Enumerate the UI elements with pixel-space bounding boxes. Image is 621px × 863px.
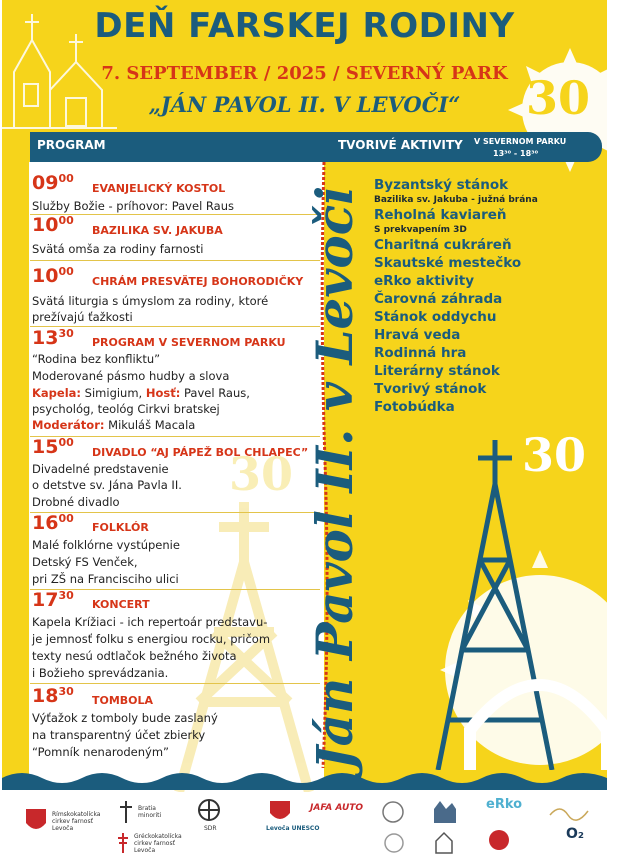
church-icon <box>432 831 456 855</box>
sponsor-name: O₂ <box>566 826 585 842</box>
sponsor-name: eRko <box>486 797 523 812</box>
anniversary-badge-top: 30 <box>526 71 591 125</box>
event-line: Svätá liturgia s úmyslom za rodiny, ktoré <box>32 294 269 308</box>
event-time: $13^{30}$ <box>32 327 74 349</box>
kapela-label: Kapela: <box>32 386 82 400</box>
sponsor-name: SDR <box>204 825 217 832</box>
sponsor-name: Levoča UNESCO <box>266 825 320 832</box>
event-title: EVANJELICKÝ KOSTOL <box>92 182 226 195</box>
coat-of-arms-icon <box>488 829 510 851</box>
event-line: Výťažok z tomboly bude zaslaný <box>32 711 218 725</box>
activity-item: Reholná kaviareň <box>374 207 507 223</box>
event-time: $15^{00}$ <box>32 436 74 458</box>
event-line: Služby Božie - príhovor: Pavel Raus <box>32 199 234 213</box>
levoca-crest-icon <box>268 799 292 823</box>
cross-tower-icon <box>380 440 607 770</box>
event-line: i Božieho sprevádzania. <box>32 666 169 680</box>
event-time: $18^{30}$ <box>32 685 74 707</box>
event-line: Detský FS Venček, <box>32 555 138 569</box>
activities-sublabel: V SEVERNOM PARKU <box>474 137 567 146</box>
sponsor-name: Gréckokatolícka cirkev farnosť Levoča <box>134 833 182 854</box>
activity-item: eRko aktivity <box>374 273 474 289</box>
activity-item: Literárny stánok <box>374 363 500 379</box>
event-line: je jemnosť folku s energiou rocku, pričom <box>32 632 271 646</box>
event-time: $09^{00}$ <box>32 172 74 194</box>
seal-icon <box>382 801 404 823</box>
event-line: texty nesú odtlačok bežného života <box>32 649 237 663</box>
sponsor-name: JAFA AUTO <box>310 803 364 813</box>
parish-crest-icon <box>24 807 48 835</box>
event-time: $17^{30}$ <box>32 589 74 611</box>
activity-item: Skautské mestečko <box>374 255 522 271</box>
anniversary-badge-bottom: 30 <box>522 428 587 482</box>
signature-icon <box>548 801 598 821</box>
event-line: Svätá omša za rodiny farnosti <box>32 242 204 256</box>
event-time: $10^{00}$ <box>32 214 74 236</box>
sponsor-strip <box>0 793 621 863</box>
bottom-wave-decoration <box>2 768 607 790</box>
activity-item: Čarovná záhrada <box>374 291 503 307</box>
sdr-emblem-icon <box>198 799 220 821</box>
greek-catholic-icon <box>116 833 130 853</box>
activity-item: Byzantský stánok <box>374 177 509 193</box>
event-line: Malé folklórne vystúpenie <box>32 538 180 552</box>
event-line: Moderované pásmo hudby a slova <box>32 369 230 383</box>
event-line: Divadelné predstavenie <box>32 462 169 476</box>
event-line: pri ZŠ na Francisciho ulici <box>32 572 179 586</box>
event-line: Kapela Krížiaci - ich repertoár predstavu- <box>32 615 268 629</box>
page-title: DEŇ FARSKEJ RODINY <box>94 6 515 46</box>
activities-time: 13³⁰ - 18³⁰ <box>493 149 539 158</box>
moderator-value: Mikuláš Macala <box>108 418 196 432</box>
watermark-30: 30 <box>229 447 294 501</box>
event-title: KONCERT <box>92 598 150 611</box>
event-title: CHRÁM PRESVÄTEJ BOHORODIČKY <box>92 275 304 288</box>
event-line <box>32 418 195 432</box>
program-label: PROGRAM <box>37 138 106 152</box>
sponsor-name: Rímskokatolícka cirkev farnosť Levoča <box>52 811 101 832</box>
event-title: DIVADLO “AJ PÁPEŽ BOL CHLAPEC” <box>92 446 309 459</box>
event-line: Drobné divadlo <box>32 495 120 509</box>
event-line: na transparentný účet zbierky <box>32 728 206 742</box>
event-line: o detstve sv. Jána Pavla II. <box>32 478 182 492</box>
activity-item: Charitná cukráreň <box>374 237 512 253</box>
event-line: prežívajú ťažkosti <box>32 310 133 324</box>
cross-watermark-icon <box>159 502 329 792</box>
seal-icon <box>384 833 404 853</box>
activities-label: TVORIVÉ AKTIVITY <box>338 138 463 152</box>
event-title: FOLKLÓR <box>92 521 149 534</box>
activity-item: Tvorivý stánok <box>374 381 487 397</box>
host-label: Hosť: <box>145 386 181 400</box>
event-line: psychológ, teológ Cirkvi bratskej <box>32 402 220 416</box>
event-place: „JÁN PAVOL II. V LEVOČI“ <box>148 92 461 117</box>
activity-item: Hravá veda <box>374 327 461 343</box>
activity-item: Rodinná hra <box>374 345 467 361</box>
event-title: PROGRAM V SEVERNOM PARKU <box>92 336 286 349</box>
event-line: “Rodina bez konfliktu” <box>32 352 161 366</box>
sponsor-name: Bratia minoriti <box>138 805 162 819</box>
separator <box>30 260 320 261</box>
event-time: $10^{00}$ <box>32 265 74 287</box>
event-time: $16^{00}$ <box>32 512 74 534</box>
moderator-label: Moderátor: <box>32 418 105 432</box>
minorites-cross-icon <box>118 801 134 823</box>
event-title: TOMBOLA <box>92 694 154 707</box>
event-line <box>32 386 250 400</box>
activity-item: Stánok oddychu <box>374 309 497 325</box>
host-value: Pavel Raus, <box>184 386 250 400</box>
event-title: BAZILIKA SV. JAKUBA <box>92 224 223 237</box>
event-date: 7. SEPTEMBER / 2025 / SEVERNÝ PARK <box>101 63 508 84</box>
event-line: “Pomník nenarodeným” <box>32 745 170 759</box>
separator <box>30 683 320 684</box>
activity-item: Fotobúdka <box>374 399 455 415</box>
activity-subtext: S prekvapením 3D <box>374 225 467 235</box>
town-icon <box>432 797 458 823</box>
vertical-title: Ján Pavol II. v Levoči <box>305 185 364 770</box>
activity-subtext: Bazilika sv. Jakuba - južná brána <box>374 195 538 205</box>
kapela-value: Simigium, <box>84 386 143 400</box>
